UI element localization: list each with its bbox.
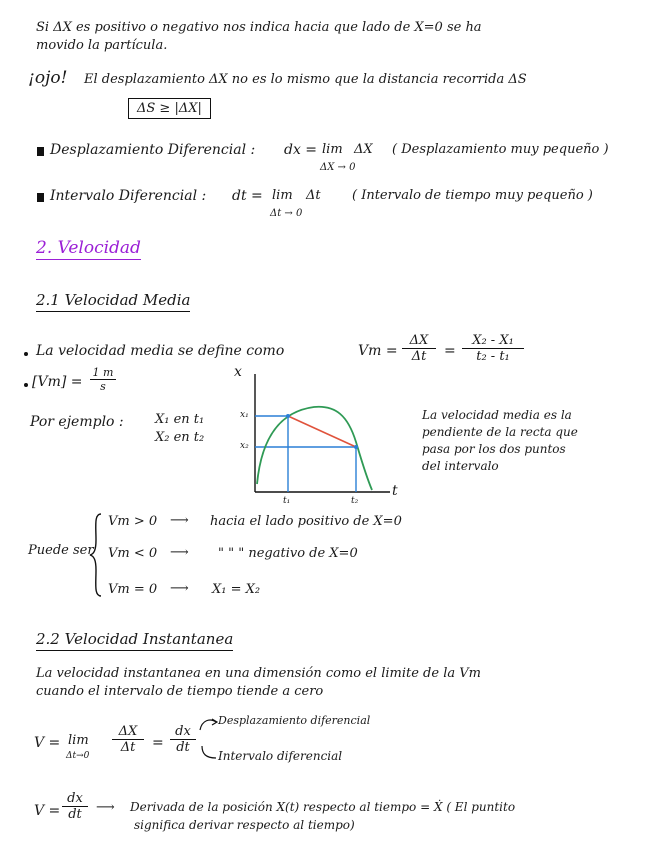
v-lhs: V =: [34, 735, 61, 751]
puede-ser-label: Puede ser: [28, 543, 94, 558]
point-2: [354, 445, 358, 449]
case-arrow-icon: ⟶: [170, 545, 189, 560]
side-note-line: del intervalo: [422, 459, 499, 473]
vm-definition-text: La velocidad media se define como: [36, 343, 285, 359]
section-2-1-title: 2.1 Velocidad Media: [36, 291, 190, 312]
desp-dif-label: Desplazamiento Diferencial :: [50, 142, 256, 158]
int-dif-desc: ( Intervalo de tiempo muy pequeño ): [352, 188, 593, 203]
example-x1: X₁ en t₁: [155, 412, 205, 427]
v-lim: lim: [68, 733, 89, 748]
deriv-line-2: significa derivar respecto al tiempo): [134, 818, 355, 832]
deriv-line-1: Derivada de la posición X(t) respecto al tiempo = Ẋ ( El puntito: [130, 800, 516, 814]
annotation-bottom: Intervalo diferencial: [218, 749, 343, 763]
vm-fraction-delta: $\frac{\Delta X}{\Delta t}$: [402, 333, 436, 364]
curly-brace-icon: [88, 512, 104, 598]
v-fraction-delta: $\frac{\Delta X}{\Delta t}$: [112, 724, 144, 755]
section-2-2-title: 2.2 Velocidad Instantanea: [36, 630, 233, 651]
case-cond: Vm = 0: [108, 582, 158, 597]
case-arrow-icon: ⟶: [170, 513, 189, 528]
desp-dif-expr: ΔX: [354, 142, 373, 157]
example-x2: X₂ en t₂: [155, 430, 205, 445]
bullet-dot: [24, 383, 28, 387]
side-note-line: pendiente de la recta que: [422, 425, 578, 439]
note-label: ¡ojo!: [28, 68, 68, 88]
v-lim-sub: Δt→0: [66, 751, 90, 761]
case-text: hacia el lado positivo de X=0: [210, 514, 402, 529]
int-dif-expr: Δt: [306, 188, 321, 203]
desp-dif-sub: ΔX → 0: [320, 162, 356, 173]
inst-line-2: cuando el intervalo de tiempo tiende a cero: [36, 684, 324, 699]
int-dif-sub: Δt → 0: [270, 208, 303, 219]
vm-equals: =: [444, 343, 456, 359]
intro-line-1: Si ΔX es positivo o negativo nos indica hacia que lado de X=0 se ha: [36, 20, 482, 35]
side-note-line: pasa por los dos puntos: [422, 442, 566, 456]
case-cond: Vm > 0: [108, 514, 158, 529]
v2-lhs: V =: [34, 803, 61, 819]
int-dif-lim: lim: [272, 188, 293, 203]
case-text: X₁ = X₂: [212, 582, 261, 597]
v-fraction-diff: $\frac{dx}{dt}$: [170, 724, 196, 755]
desp-dif-desc: ( Desplazamiento muy pequeño ): [392, 142, 609, 157]
intro-line-2: movido la partícula.: [36, 38, 168, 53]
graph-x1-tick: x₁: [240, 410, 249, 420]
deriv-arrow-icon: ⟶: [96, 800, 115, 815]
case-arrow-icon: ⟶: [170, 581, 189, 596]
int-dif-label: Intervalo Diferencial :: [50, 188, 207, 204]
graph-x-label: t: [392, 483, 398, 499]
note-text: El desplazamiento ΔX no es lo mismo que la distancia recorrida ΔS: [84, 72, 527, 87]
point-1: [286, 414, 290, 418]
desp-dif-lim: lim: [322, 142, 343, 157]
bullet-dot: [24, 352, 28, 356]
units-lhs: [Vm] =: [32, 374, 83, 390]
v-equals: =: [152, 735, 164, 751]
int-dif-lhs: dt =: [232, 188, 263, 204]
graph-y-label: x: [234, 364, 242, 380]
graph-t1-tick: t₁: [283, 496, 291, 506]
annotation-arrows-icon: [198, 712, 220, 764]
vm-lhs: Vm =: [358, 343, 398, 359]
desp-dif-lhs: dx =: [284, 142, 318, 158]
bullet-square: [37, 147, 44, 156]
inst-line-1: La velocidad instantanea en una dimensión como el limite de la Vm: [36, 666, 481, 681]
position-time-graph: [228, 364, 418, 516]
bullet-square: [37, 193, 44, 202]
v2-fraction: $\frac{dx}{dt}$: [62, 791, 88, 822]
inequality-box: ΔS ≥ |ΔX|: [128, 98, 211, 119]
section-2-title: 2. Velocidad: [36, 238, 141, 258]
example-label: Por ejemplo :: [30, 414, 124, 430]
units-fraction: $\frac{1 m}{s}$: [90, 366, 116, 393]
graph-t2-tick: t₂: [351, 496, 359, 506]
case-cond: Vm < 0: [108, 546, 158, 561]
annotation-top: Desplazamiento diferencial: [218, 714, 371, 727]
graph-x2-tick: x₂: [240, 441, 249, 451]
vm-fraction-positions: $\frac{\text{X₂ - X₁}}{\text{t₂ - t₁}}$: [462, 333, 524, 364]
side-note-line: La velocidad media es la: [422, 408, 572, 422]
case-text: " " " negativo de X=0: [218, 546, 358, 561]
